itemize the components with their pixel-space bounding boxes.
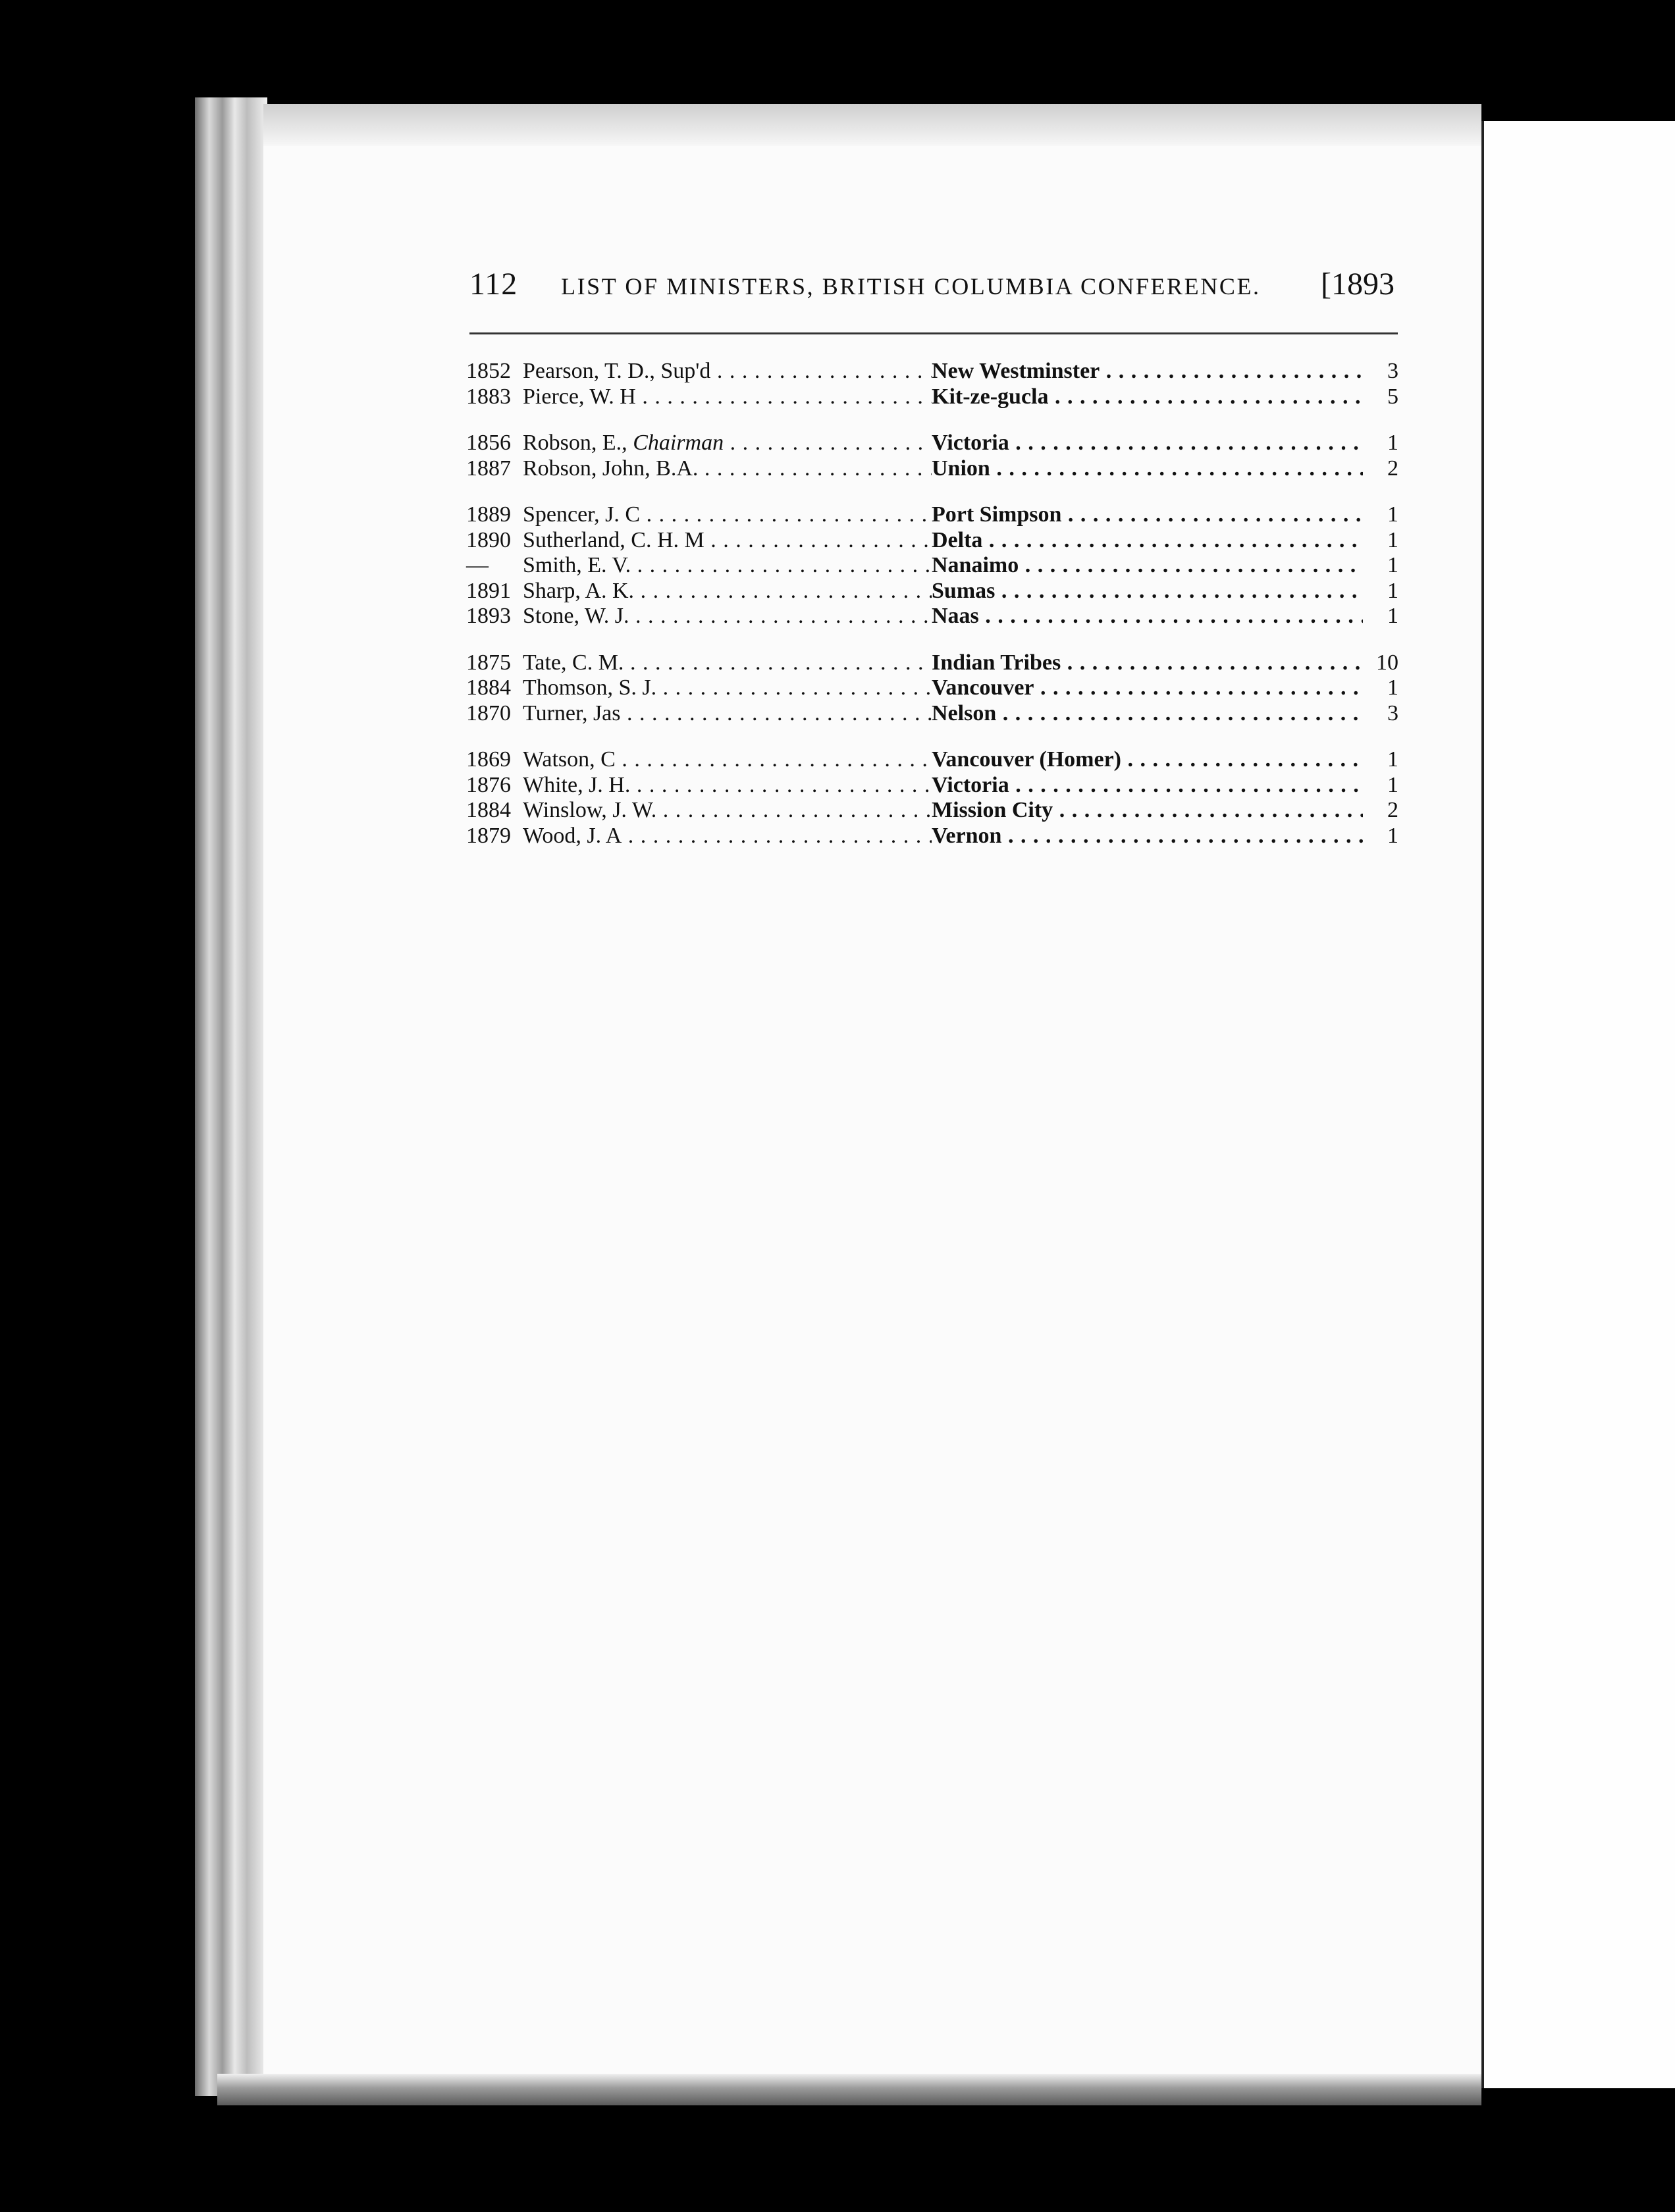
entry-name-cell [523, 747, 932, 773]
entry-name: Winslow, J. W. [523, 798, 657, 822]
page-number: 112 [469, 267, 518, 302]
minister-entry [466, 579, 1401, 604]
entry-years: 1 [1387, 553, 1398, 577]
entry-year: 1884 [466, 675, 511, 700]
running-title: LIST OF MINISTERS, BRITISH COLUMBIA CONFERENCE. [561, 273, 1261, 300]
entry-year: 1870 [466, 700, 511, 725]
entry-years: 1 [1387, 527, 1398, 552]
minister-entry [466, 431, 1401, 456]
entry-name-cell [523, 701, 932, 727]
entry-name-cell [523, 384, 932, 410]
entry-station-name: Vancouver [932, 675, 1034, 700]
entry-years: 10 [1376, 650, 1398, 675]
minister-entry [466, 502, 1401, 528]
entry-name: Sutherland, C. H. M [523, 527, 705, 552]
entry-role: Chairman [633, 431, 724, 455]
entry-station-name: Mission City [932, 798, 1053, 822]
entry-name: Sharp, A. K. [523, 578, 635, 603]
entry-name-cell [523, 604, 932, 629]
entry-years: 5 [1387, 384, 1398, 409]
entry-station [932, 528, 1363, 554]
minister-entry [466, 798, 1401, 824]
entry-year: — [466, 553, 489, 577]
entry-station [932, 502, 1363, 528]
entry-years: 1 [1387, 772, 1398, 797]
entry-station [932, 747, 1363, 773]
entry-year: 1869 [466, 747, 511, 772]
entry-station-name: Port Simpson [932, 502, 1062, 527]
entry-name: Turner, Jas [523, 700, 621, 725]
entry-name-cell [523, 528, 932, 554]
entry-station [932, 798, 1363, 824]
minister-entry [466, 773, 1401, 799]
entry-name-cell [523, 773, 932, 799]
entry-year: 1884 [466, 798, 511, 822]
entry-name: White, J. H. [523, 772, 631, 797]
entry-name-cell [523, 553, 932, 579]
page-edge [195, 97, 267, 2096]
entry-year: 1889 [466, 502, 511, 527]
entry-years: 3 [1387, 700, 1398, 725]
entry-station-name: Vancouver (Homer) [932, 747, 1122, 772]
entry-years: 1 [1387, 431, 1398, 455]
entry-name-cell [523, 359, 932, 384]
minister-entry [466, 528, 1401, 554]
entry-name-cell [523, 502, 932, 528]
minister-entry [466, 650, 1401, 676]
entry-name: Pierce, W. H [523, 384, 636, 409]
entry-years: 1 [1387, 502, 1398, 527]
entry-years: 3 [1387, 359, 1398, 383]
entry-years: 1 [1387, 747, 1398, 772]
entry-name-cell [523, 579, 932, 604]
entry-station-name: Delta [932, 527, 983, 552]
minister-entry [466, 359, 1401, 384]
entry-name: Tate, C. M. [523, 650, 624, 675]
entry-station-name: Vernon [932, 823, 1002, 848]
entry-year: 1893 [466, 604, 511, 628]
entry-name-cell [523, 798, 932, 824]
entry-name-cell [523, 431, 932, 456]
entry-station-name: Nelson [932, 700, 997, 725]
entry-station [932, 431, 1363, 456]
entry-name-cell [523, 824, 932, 849]
entry-name-cell [523, 675, 932, 701]
entry-station [932, 359, 1363, 384]
minister-entry [466, 747, 1401, 773]
entry-station [932, 650, 1363, 676]
entry-station-name: Nanaimo [932, 553, 1019, 577]
entry-years: 2 [1387, 798, 1398, 822]
entry-station-name: Kit-ze-gucla [932, 384, 1049, 409]
entry-name: Robson, John, B.A. [523, 456, 699, 481]
entry-year: 1852 [466, 359, 511, 383]
ministers-list [466, 359, 1401, 849]
entry-station [932, 553, 1363, 579]
entry-year: 1891 [466, 578, 511, 603]
entry-name: Thomson, S. J. [523, 675, 657, 700]
entry-station [932, 701, 1363, 727]
header-rule [469, 332, 1398, 334]
page-bottom-edge [217, 2074, 1481, 2105]
page-top-shadow [263, 104, 1481, 146]
minister-entry [466, 384, 1401, 410]
entry-station [932, 675, 1363, 701]
entry-year: 1875 [466, 650, 511, 675]
entry-years: 1 [1387, 675, 1398, 700]
entry-year: 1876 [466, 772, 511, 797]
entry-station [932, 384, 1363, 410]
entry-station-name: Victoria [932, 772, 1009, 797]
entry-years: 1 [1387, 604, 1398, 628]
entry-year: 1890 [466, 527, 511, 552]
entry-name: Wood, J. A [523, 823, 622, 848]
entry-name: Stone, W. J. [523, 604, 629, 628]
entry-station-name: New Westminster [932, 359, 1100, 383]
entry-station [932, 824, 1363, 849]
entry-name: Spencer, J. C [523, 502, 641, 527]
entry-years: 1 [1387, 823, 1398, 848]
entry-name: Pearson, T. D., Sup'd [523, 359, 711, 383]
minister-entry [466, 456, 1401, 482]
facing-page [1481, 121, 1675, 2088]
entry-years: 2 [1387, 456, 1398, 481]
minister-entry [466, 675, 1401, 701]
entry-station-name: Victoria [932, 431, 1009, 455]
minister-entry [466, 604, 1401, 629]
entry-year: 1883 [466, 384, 511, 409]
entry-station [932, 773, 1363, 799]
entry-years: 1 [1387, 578, 1398, 603]
minister-entry [466, 553, 1401, 579]
entry-station-name: Indian Tribes [932, 650, 1061, 675]
entry-station [932, 456, 1363, 482]
minister-entry [466, 824, 1401, 849]
entry-station [932, 604, 1363, 629]
entry-station-name: Union [932, 456, 990, 481]
entry-year: 1856 [466, 431, 511, 455]
entry-name-cell [523, 650, 932, 676]
entry-name-cell [523, 456, 932, 482]
entry-station-name: Naas [932, 604, 979, 628]
entry-station [932, 579, 1363, 604]
entry-name: Smith, E. V. [523, 553, 631, 577]
entry-station-name: Sumas [932, 578, 996, 603]
minister-entry [466, 701, 1401, 727]
entry-name: Robson, E., [523, 431, 633, 455]
entry-name: Watson, C [523, 747, 616, 772]
entry-year: 1887 [466, 456, 511, 481]
entry-year: 1879 [466, 823, 511, 848]
header-year: [1893 [1321, 267, 1395, 302]
